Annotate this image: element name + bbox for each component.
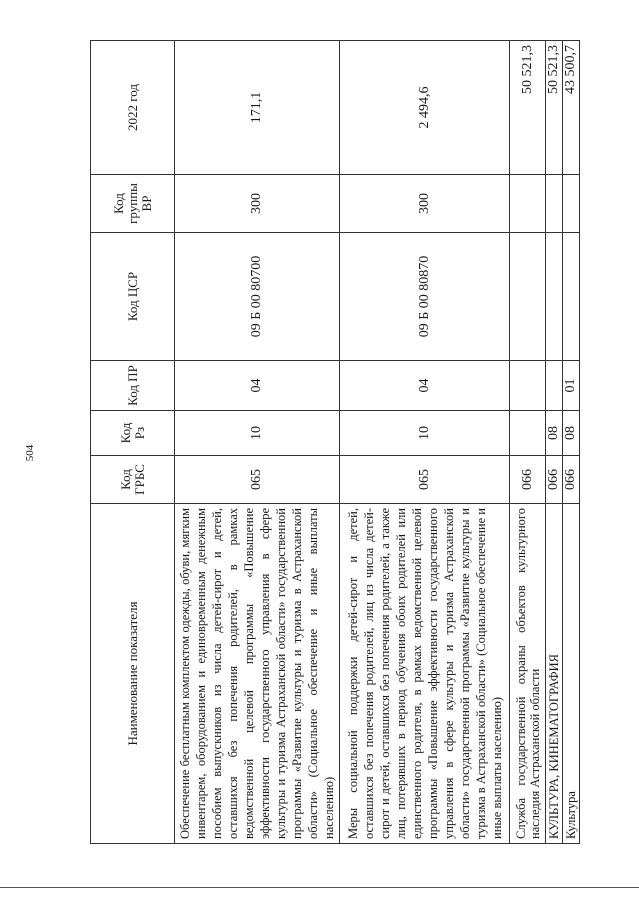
row-pr [510,361,546,411]
row-pr: 04 [340,361,510,411]
row-rz: 10 [340,411,510,456]
row-name: Культура [563,504,580,844]
page-number: 504 [24,444,36,462]
header-year: 2022 год [91,41,175,175]
rotated-page-content [90,41,578,844]
row-vr: 300 [340,175,510,233]
row-vr [563,175,580,233]
table-row [546,41,563,844]
row-rz [510,411,546,456]
row-rz: 08 [563,411,580,456]
row-name: Обеспечение бесплатным комплектом одежды, обуви, мягким инвентарем, оборудованием и единовременным денежным пособием выпускников из числа детей-сирот и детей, оставшихся без попечения родителей, в рамках ведомственной целевой программы «Повышение эффективности государственного управления в сфере культуры и туризма Астраханской области» государственной программы «Развитие культуры и туризма в Астраханской области» (Социальное обеспечение и иные выплаты населению) [175,504,340,844]
header-name: Наименование показателя [91,504,175,844]
row-pr: 04 [175,361,340,411]
row-pr [546,361,563,411]
row-vr [510,175,546,233]
row-amount: 43 500,7 [563,41,580,175]
row-name: Служба государственной охраны объектов культурного наследия Астраханской области [510,504,546,844]
row-csr [563,233,580,361]
table-row [175,41,340,844]
row-csr: 09 Б 00 80700 [175,233,340,361]
row-grbs: 066 [546,456,563,504]
rotated-table-container [90,41,578,844]
row-grbs: 066 [510,456,546,504]
row-amount: 171,1 [175,41,340,175]
row-amount: 50 521,3 [546,41,563,175]
row-csr [546,233,563,361]
row-grbs: 065 [340,456,510,504]
table-header-row [91,41,175,844]
row-vr: 300 [175,175,340,233]
table-row [340,41,510,844]
row-amount: 2 494,6 [340,41,510,175]
header-vr: Код группы ВР [91,175,175,233]
header-csr: Код ЦСР [91,233,175,361]
row-grbs: 065 [175,456,340,504]
row-amount: 50 521,3 [510,41,546,175]
bottom-rule [0,887,639,888]
row-vr [546,175,563,233]
row-pr: 01 [563,361,580,411]
header-pr: Код ПР [91,361,175,411]
row-name: Меры социальной поддержки детей-сирот и детей, оставшихся без попечения родителей, лиц из числа детей-сирот и детей, оставшихся без попечения родителей, а также лиц, потерявших в период обучения обоих родителей или единственного родителя, в рамках ведомственной целевой программы «Повышение эффективности государственного управления в сфере культуры и туризма Астраханской области» государственной программы «Развитие культуры и туризма в Астраханской области» (Социальное обеспечение и иные выплаты населению) [340,504,510,844]
row-csr: 09 Б 00 80870 [340,233,510,361]
table-row [510,41,546,844]
row-csr [510,233,546,361]
table-row [563,41,580,844]
header-rz: Код Рз [91,411,175,456]
budget-table [90,40,580,844]
row-name: КУЛЬТУРА, КИНЕМАТОГРАФИЯ [546,504,563,844]
row-rz: 08 [546,411,563,456]
header-grbs: Код ГРБС [91,456,175,504]
row-rz: 10 [175,411,340,456]
row-grbs: 066 [563,456,580,504]
